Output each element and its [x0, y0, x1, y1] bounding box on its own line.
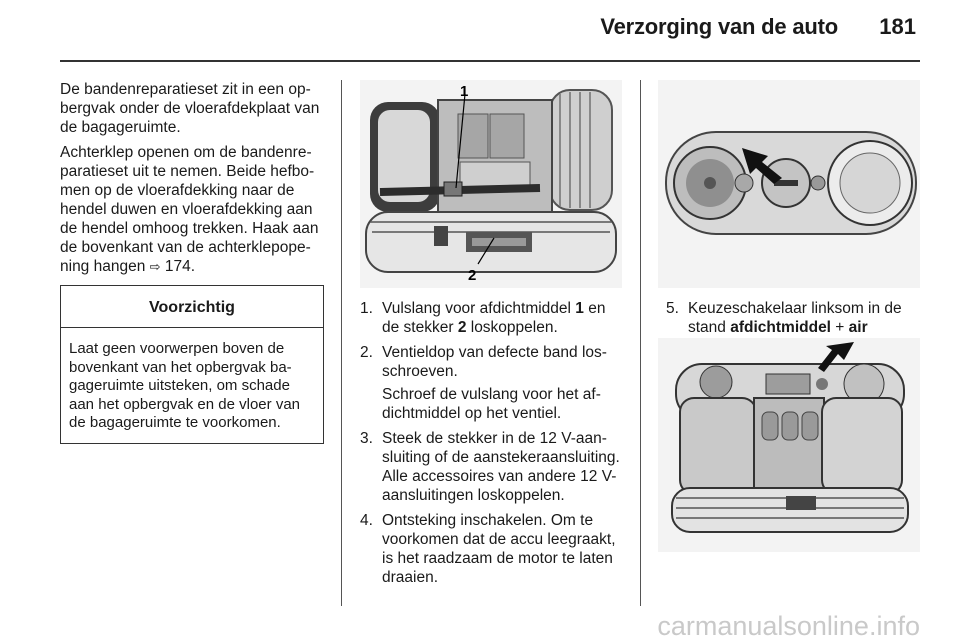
warning-body: Laat geen voorwerpen boven de bovenkant van het opbergvak bagageruimte uitsteken, om schade aan het opbergvak en de vloer van de bagageruimte te voorkomen. — [69, 340, 300, 431]
callout-label-1: 1 — [460, 83, 469, 100]
figure-compressor-hose — [360, 80, 622, 288]
figure-selector-switch — [658, 80, 920, 288]
step-bold: 1 — [575, 300, 584, 317]
paragraph-instructions — [60, 143, 324, 277]
compressor-perspective-illustration — [658, 338, 920, 552]
step-item — [360, 511, 622, 587]
step-number: 5. — [666, 300, 679, 317]
step-subtext: Schroef de vulslang voor het afdichtmiddel op het ventiel. — [382, 386, 601, 422]
step-text: Steek de stekker in de 12 V-aansluiting of de aanstekeraansluiting. Alle accessoires van andere 12 V-aansluitingen loskoppelen. — [382, 430, 620, 504]
header-title: Verzorging van de auto — [600, 14, 838, 39]
steps-list-middle — [360, 299, 622, 593]
compressor-illustration — [360, 80, 622, 288]
column-left — [60, 80, 324, 444]
watermark: carmanualsonline.info — [657, 611, 920, 641]
step-text: Ontsteking inschakelen. Om te voorkomen dat de accu leegraakt, is het raadzaam de motor te laten draaien. — [382, 512, 616, 586]
page-number: 181 — [879, 14, 916, 39]
paragraph-intro: De bandenreparatieset zit in een opbergvak onder de vloerafdekplaat van de bagageruimte. — [60, 81, 320, 136]
figure-compressor-perspective — [658, 338, 920, 552]
step-number: 2. — [360, 344, 373, 361]
step-text: Vulslang voor afdichtmiddel — [382, 300, 576, 317]
step-item — [360, 343, 622, 381]
step-item — [360, 299, 622, 337]
page-reference-icon: ⇨ — [149, 260, 161, 275]
step-text: loskoppelen. — [466, 319, 558, 336]
step-bold: air — [848, 319, 868, 336]
step-bold: afdichtmiddel — [730, 319, 831, 336]
selector-illustration — [658, 80, 920, 288]
step-item — [360, 429, 622, 505]
step-number: 3. — [360, 430, 373, 447]
header-rule — [60, 60, 920, 62]
warning-box — [60, 285, 324, 444]
step-text: Ventieldop van defecte band losschroeven. — [382, 344, 607, 380]
warning-title: Voorzichtig — [61, 286, 323, 328]
step-text: Keuzeschakelaar linksom in de stand — [688, 300, 902, 336]
column-divider — [640, 80, 641, 606]
step-bold: 2 — [457, 319, 467, 336]
paragraph-instructions-text: Achterklep openen om de bandenreparatieset uit te nemen. Beide hefbomen op de vloerafdekking naar de hendel duwen en vloerafdekking aan de hendel omhoog trekken. Haak aan de bovenkant van de achterklepopening hangen — [60, 144, 319, 275]
step-number: 1. — [360, 300, 373, 317]
column-divider — [341, 80, 342, 606]
callout-label-2: 2 — [468, 267, 477, 284]
step-number: 4. — [360, 512, 373, 529]
page-reference-link[interactable]: 174. — [160, 258, 196, 275]
step-text: + — [831, 319, 849, 336]
step-text: en de stekker — [382, 300, 606, 336]
